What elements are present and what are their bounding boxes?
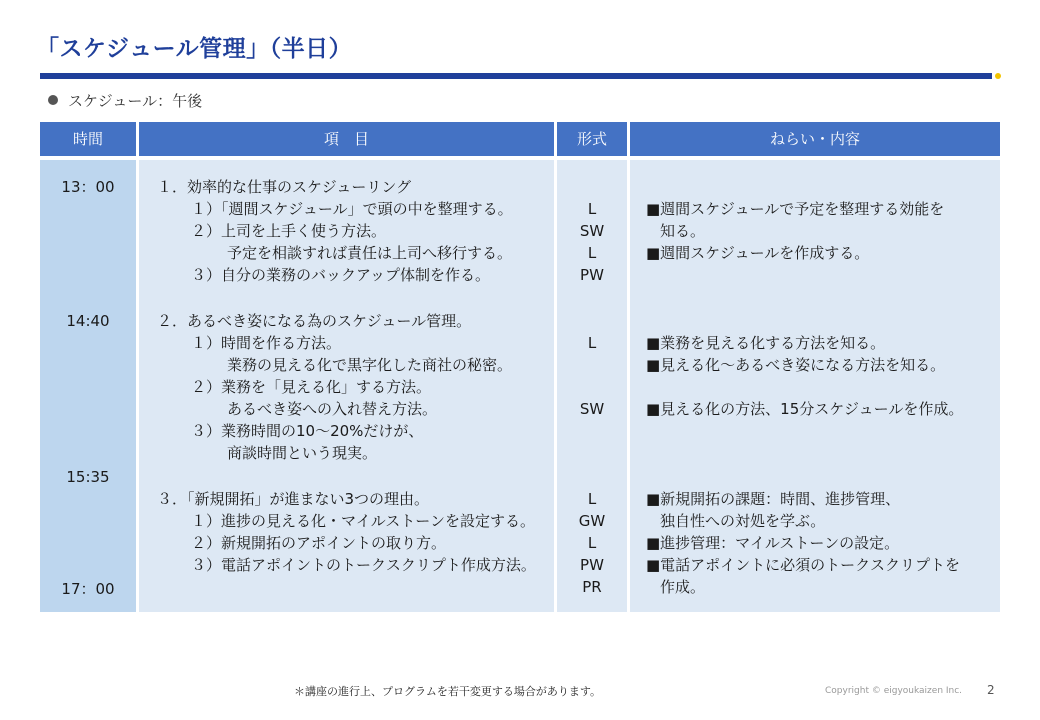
item-line: １）「週間スケジュール」で頭の中を整理する。	[191, 200, 513, 218]
schedule-subtitle	[48, 90, 202, 111]
item-line: ３）電話アポイントのトークスクリプト作成方法。	[191, 556, 536, 574]
aim-line: ■週間スケジュールを作成する。	[646, 244, 870, 262]
accent-dot	[995, 73, 1001, 79]
time-cell: 15:35	[66, 468, 110, 486]
aim-line: ■進捗管理：マイルストーンの設定。	[646, 534, 900, 552]
time-cell: 13：00	[61, 178, 115, 196]
copyright: Copyright © eigyoukaizen Inc.	[825, 686, 963, 696]
footer-note: ＊講座の進行上、プログラムを若干変更する場合があります。	[294, 685, 602, 698]
item-line: ３）業務時間の10～20%だけが、	[191, 422, 424, 440]
format-cell: L	[587, 200, 597, 218]
format-column	[557, 160, 627, 612]
header-time: 時間	[40, 122, 136, 156]
format-cell: PW	[580, 556, 604, 574]
aim-line: ■週間スケジュールで予定を整理する効能を	[646, 200, 945, 218]
subtitle-text: スケジュール：午後	[68, 92, 203, 110]
item-line: ２）上司を上手く使う方法。	[191, 222, 387, 240]
aim-line: 作成。	[660, 578, 706, 596]
page-title: 「スケジュール管理」（半日）	[36, 36, 353, 62]
schedule-table	[40, 122, 1000, 612]
format-cell: PR	[582, 578, 602, 596]
item-line: ２）業務を「見える化」する方法。	[191, 378, 432, 396]
format-cell: L	[587, 534, 597, 552]
item-line: ２）新規開拓のアポイントの取り方。	[191, 534, 447, 552]
title-underline	[40, 73, 992, 79]
aim-line: 知る。	[660, 222, 706, 240]
aim-column	[630, 160, 1000, 612]
item-line: １．効率的な仕事のスケジューリング	[157, 178, 412, 196]
item-line: ３．「新規開拓」が進まない3つの理由。	[157, 490, 430, 508]
format-cell: L	[587, 490, 597, 508]
item-line: ３）自分の業務のバックアップ体制を作る。	[191, 266, 490, 284]
item-line: １）進捗の見える化・マイルストーンを設定する。	[191, 512, 535, 530]
header-aim: ねらい・内容	[630, 122, 1000, 156]
format-cell: L	[587, 334, 597, 352]
item-line: 商談時間という現実。	[227, 444, 378, 462]
item-line: １）時間を作る方法。	[191, 334, 342, 352]
aim-line: ■見える化～あるべき姿になる方法を知る。	[646, 356, 946, 374]
format-cell: SW	[579, 400, 605, 418]
page-number: 2	[987, 683, 995, 697]
bullet-icon	[48, 95, 58, 105]
header-item: 項 目	[139, 122, 554, 156]
item-line: あるべき姿への入れ替え方法。	[227, 400, 438, 418]
aim-line: 独自性への対処を学ぶ。	[660, 512, 826, 530]
item-line: 予定を相談すれば責任は上司へ移行する。	[227, 244, 513, 262]
aim-line: ■電話アポイントに必須のトークスクリプトを	[646, 556, 961, 574]
time-cell: 17：00	[61, 580, 115, 598]
format-cell: L	[587, 244, 597, 262]
time-cell: 14:40	[66, 312, 110, 330]
format-cell: SW	[579, 222, 605, 240]
item-line: 業務の見える化で黒字化した商社の秘密。	[227, 356, 513, 374]
format-cell: GW	[578, 512, 606, 530]
aim-line: ■新規開拓の課題：時間、進捗管理、	[646, 490, 901, 508]
header-format: 形式	[557, 122, 627, 156]
time-column	[40, 160, 136, 612]
aim-line: ■業務を見える化する方法を知る。	[646, 334, 886, 352]
item-column	[139, 160, 554, 612]
aim-line: ■見える化の方法、15分スケジュールを作成。	[646, 400, 964, 418]
item-line: ２．あるべき姿になる為のスケジュール管理。	[157, 312, 472, 330]
format-cell: PW	[580, 266, 604, 284]
